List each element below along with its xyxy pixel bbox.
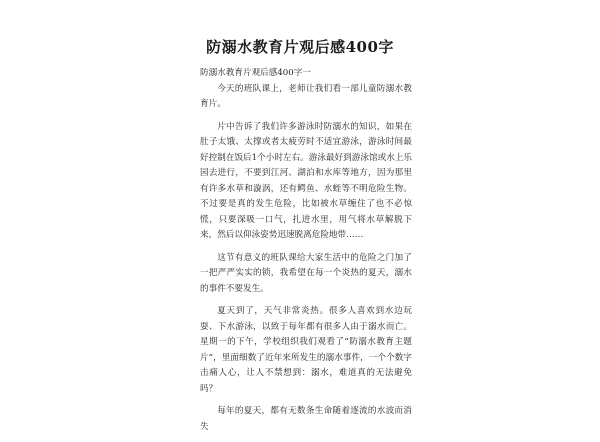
- paragraph-1: 今天的班队课上，老师让我们看一部儿童防溺水教育片。: [200, 83, 412, 109]
- document-body: [200, 66, 412, 442]
- paragraph-2: 片中告诉了我们许多游泳时防溺水的知识，如果在肚子太饿、太撑或者太疲劳时不适宜游泳，游泳时间最好控制在饭后1个小时左右。游泳最好到游泳馆或水上乐园去进行，不要到江河、湖泊和水库等地方，因为那里有许多水草和漩涡，还有鳄鱼、水蛭等不明危险生物。不过要是真的发生危险，比如被水草缠住了也不必惊慌，只要深吸一口气，扎进水里，用气将水草解脱下来，然后以仰泳姿势迅速脱离危险地带……: [200, 121, 412, 240]
- paragraph-4: 夏天到了，天气非常炎热。很多人喜欢到水边玩耍、下水游泳，以致于每年都有很多人由于溺水而亡。星期一的下午，学校组织我们观看了“防溺水教育主题片”，里面细数了近年来所发生的溺水事件，一个个数字击痛人心，让人不禁想到：溺水，难道真的无法避免吗？: [200, 306, 412, 394]
- document-title: 防溺水教育片观后感400字: [206, 38, 394, 56]
- paragraph-3: 这节有意义的班队课给大家生活中的危险之门加了一把严严实实的锁，我希望在每一个炎热的夏天，溺水的事件不要发生。: [200, 252, 412, 294]
- paragraph-5: 每年的夏天，都有无数条生命随着逐流的水波而消失: [200, 406, 412, 432]
- document-subtitle: 防溺水教育片观后感400字一: [200, 68, 311, 78]
